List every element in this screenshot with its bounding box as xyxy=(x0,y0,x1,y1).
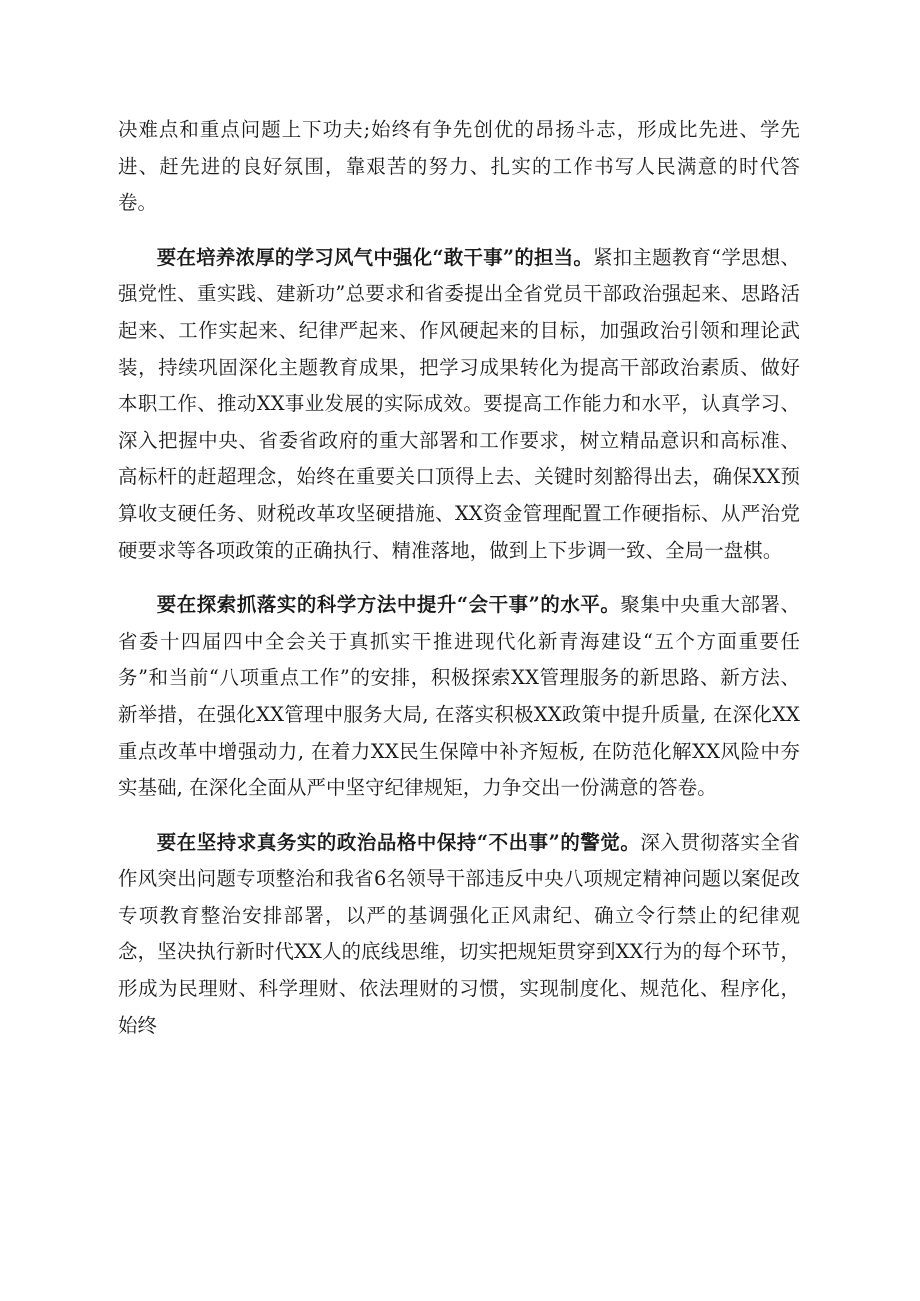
paragraph-3 xyxy=(118,587,800,807)
paragraph-3-lead: 要在探索抓落实的科学方法中提升“会干事”的水平。 xyxy=(156,593,621,617)
paragraph-1-body: 决难点和重点问题上下功夫;始终有争先创优的昂扬斗志，形成比先进、学先进、赶先进的良好氛围，靠艰苦的努力、扎实的工作书写人民满意的时代答卷。 xyxy=(118,118,800,215)
paragraph-2-body: 紧扣主题教育“学思想、强党性、重实践、建新功”总要求和省委提出全省党员干部政治强起来、思路活起来、工作实起来、纪律严起来、作风硬起来的目标，加强政治引领和理论武装，持续巩固深化主题教育成果，把学习成果转化为提高干部政治素质、做好本职工作、推动XX事业发展的实际成效。要提高工作能力和水平，认真学习、深入把握中央、省委省政府的重大部署和工作要求，树立精品意识和高标准、高标杆的赶超理念，始终在重要关口顶得上去、关键时刻豁得出去，确保XX预算收支硬任务、财税改革攻坚硬措施、XX资金管理配置工作硬指标、从严治党硬要求等各项政策的正确执行、精准落地，做到上下步调一致、全局一盘棋。 xyxy=(118,245,800,562)
paragraph-3-body: 聚集中央重大部署、省委十四届四中全会关于真抓实干推进现代化新青海建设“五个方面重要任务”和当前“八项重点工作”的安排，积极探索XX管理服务的新思路、新方法、新举措，在强化XX管理中服务大局, 在落实积极XX政策中提升质量, 在深化XX重点改革中增强动力, 在着力XX民生保障中补齐短板, 在防范化解XX风险中夯实基础, 在深化全面从严中坚守纪律规矩，力争交出一份满意的答卷。 xyxy=(118,593,800,800)
document-page xyxy=(118,112,800,1062)
paragraph-2 xyxy=(118,240,800,569)
paragraph-1 xyxy=(118,112,800,222)
paragraph-4-body: 深入贯彻落实全省作风突出问题专项整治和我省6名领导干部违反中央八项规定精神问题以案促改专项教育整治安排部署，以严的基调强化正风肃纪、确立令行禁止的纪律观念，坚决执行新时代XX人的底线思维，切实把规矩贯穿到XX行为的每个环节，形成为民理财、科学理财、依法理财的习惯，实现制度化、规范化、程序化，始终 xyxy=(118,830,800,1037)
paragraph-2-lead: 要在培养浓厚的学习风气中强化“敢干事”的担当。 xyxy=(156,245,594,269)
paragraph-4-lead: 要在坚持求真务实的政治品格中保持“不出事”的警觉。 xyxy=(156,830,641,854)
paragraph-4 xyxy=(118,825,800,1045)
